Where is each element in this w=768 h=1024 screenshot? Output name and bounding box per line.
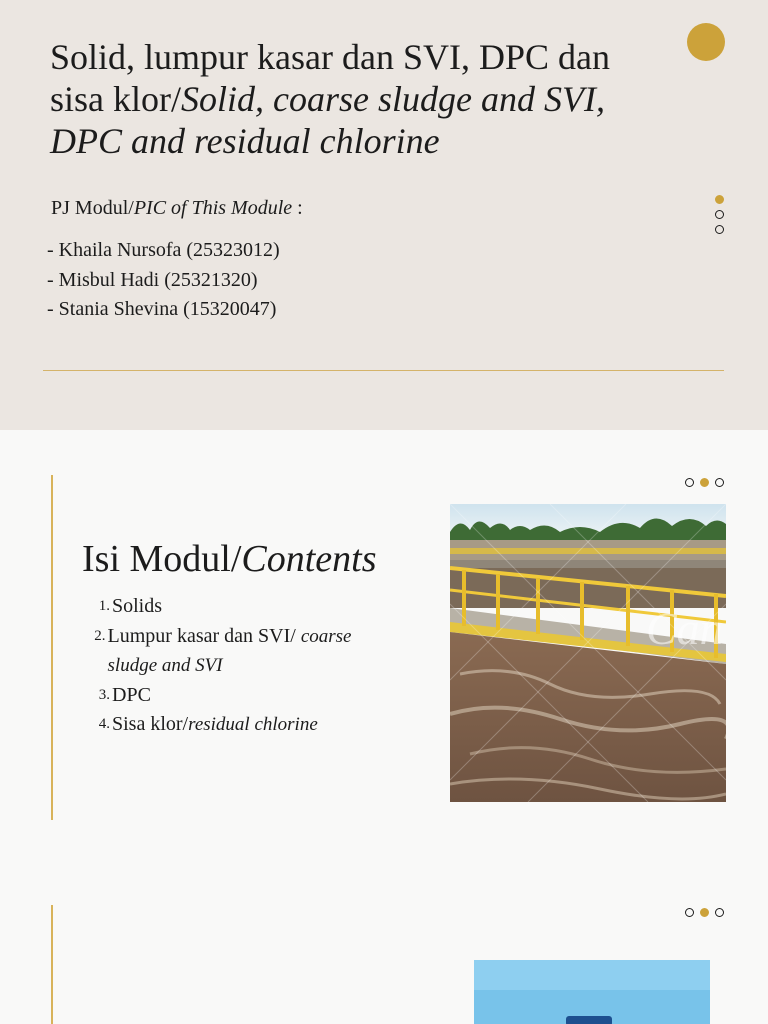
vertical-accent-bar xyxy=(51,475,53,820)
water-bottle-photo xyxy=(474,960,710,1024)
dot-icon xyxy=(715,478,724,487)
pic-label-italic: PIC of This Module xyxy=(133,197,293,219)
list-item xyxy=(90,622,390,681)
item-italic: coarse sludge and SVI xyxy=(107,625,352,676)
contents-slide xyxy=(0,430,768,870)
item-italic: residual chlorine xyxy=(188,714,318,735)
contents-list xyxy=(90,592,390,740)
heading-italic: Contents xyxy=(241,538,377,580)
item-text: Solids xyxy=(112,595,163,617)
module-title xyxy=(50,36,670,162)
team-member: - Stania Shevina (15320047) xyxy=(47,298,277,320)
dot-icon xyxy=(715,908,724,917)
team-list xyxy=(47,236,280,325)
pic-label-regular: PJ Modul/ xyxy=(51,197,134,219)
water-bottle-image xyxy=(474,960,710,1024)
dot-icon xyxy=(715,210,724,219)
title-slide xyxy=(0,0,768,430)
dot-icon xyxy=(715,225,724,234)
pic-label xyxy=(51,197,303,220)
sludge-tank-photo xyxy=(450,504,726,802)
pic-label-colon: : xyxy=(292,197,303,219)
title-italic-text: Solid, coarse sludge and SVI, DPC and residual chlorine xyxy=(50,79,605,161)
dot-icon xyxy=(700,908,709,917)
dot-icon xyxy=(685,908,694,917)
dot-icon xyxy=(685,478,694,487)
heading-regular: Isi Modul/ xyxy=(82,538,242,580)
list-item xyxy=(90,710,390,740)
photo-watermark: Can xyxy=(646,603,723,654)
decorative-gold-circle xyxy=(687,23,725,61)
team-member: - Khaila Nursofa (25323012) xyxy=(47,239,280,261)
item-number: 1. xyxy=(98,598,110,614)
list-item xyxy=(90,592,390,622)
dot-icon xyxy=(700,478,709,487)
item-text: Lumpur kasar dan SVI/ xyxy=(107,624,301,647)
contents-heading xyxy=(82,537,377,581)
vertical-dots-decoration xyxy=(715,195,724,240)
item-number: 3. xyxy=(98,686,110,703)
vertical-accent-bar xyxy=(51,905,53,1024)
horizontal-dots-decoration xyxy=(685,478,724,487)
item-text: DPC xyxy=(112,683,151,706)
horizontal-dots-decoration xyxy=(685,908,724,917)
sludge-tank-image xyxy=(450,504,726,802)
list-item xyxy=(90,681,390,711)
item-text: Sisa klor/ xyxy=(112,713,189,735)
divider-line xyxy=(43,370,724,371)
title-regular-text: Solid, lumpur kasar dan SVI, DPC dan sisa klor/ xyxy=(50,37,610,119)
dot-icon xyxy=(715,195,724,204)
item-number: 2. xyxy=(94,627,106,644)
team-member: - Misbul Hadi (25321320) xyxy=(47,268,258,291)
item-number: 4. xyxy=(98,716,110,732)
